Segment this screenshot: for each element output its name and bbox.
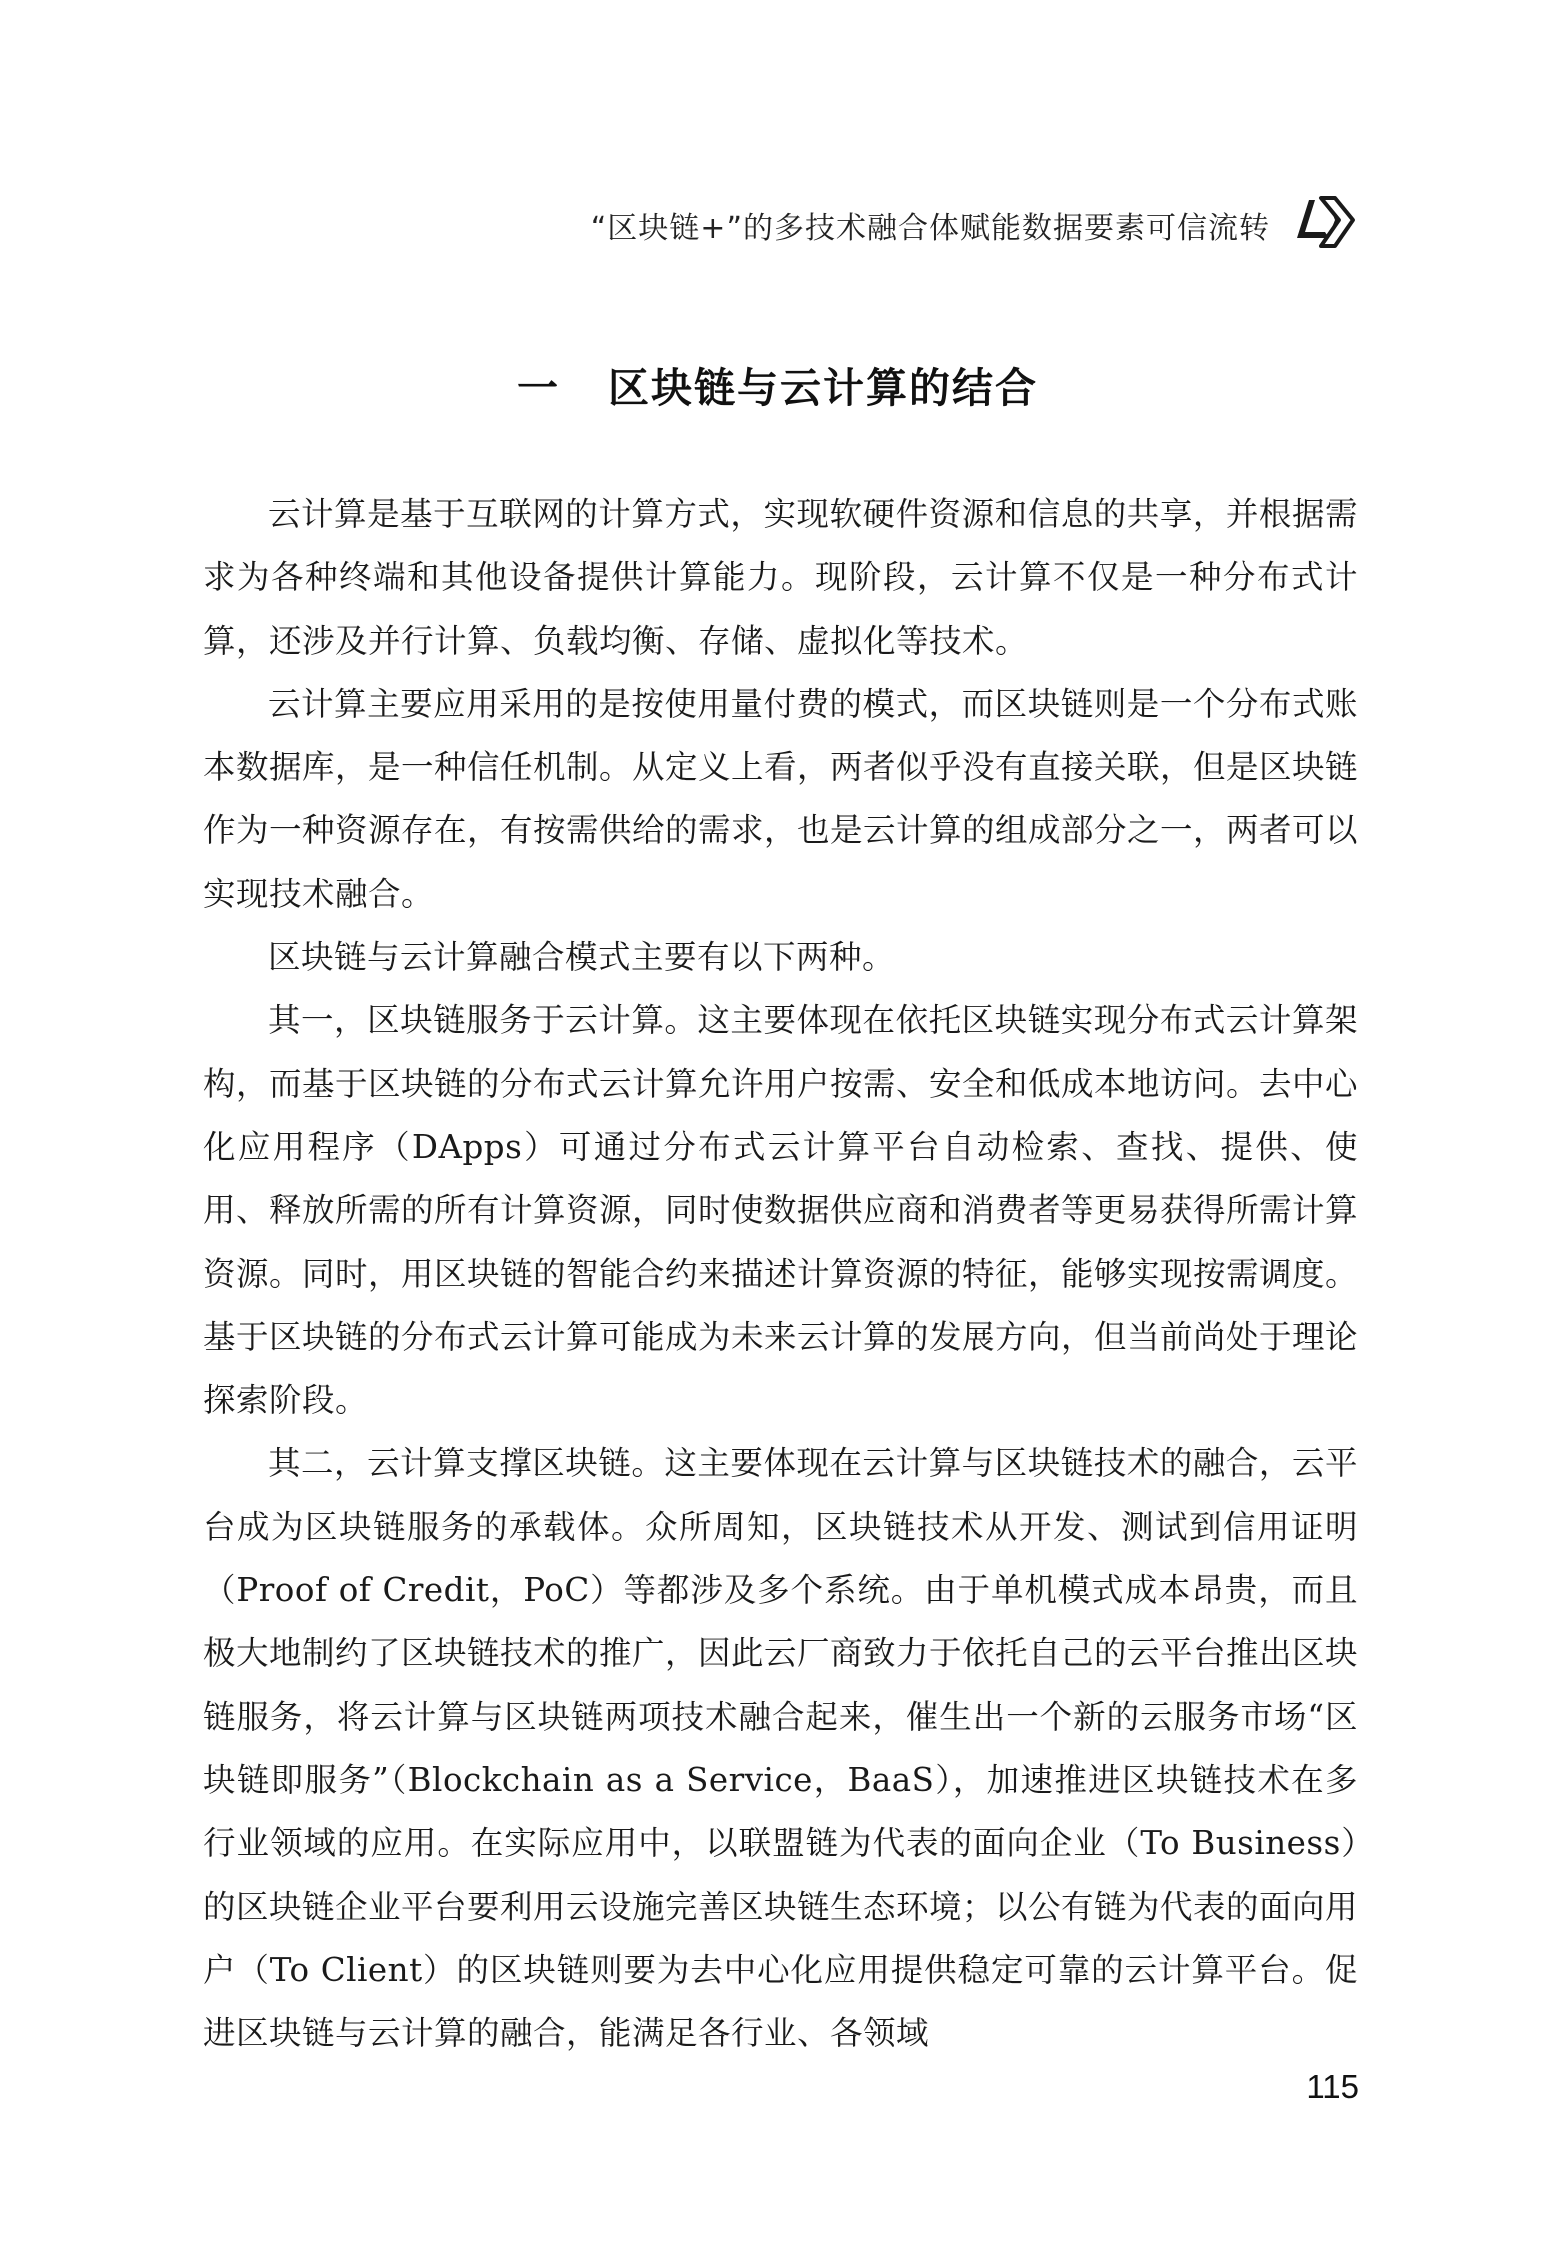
paragraph: 其一，区块链服务于云计算。这主要体现在依托区块链实现分布式云计算架构，而基于区块链的分布式云计算允许用户按需、安全和低成本地访问。去中心化应用程序（DApps）可通过分布式云计算平台自动检索、查找、提供、使用、释放所需的所有计算资源，同时使数据供应商和消费者等更易获得所需计算资源。同时，用区块链的智能合约来描述计算资源的特征，能够实现按需调度。基于区块链的分布式云计算可能成为未来云计算的发展方向，但当前尚处于理论探索阶段。 <box>203 1001 1359 1420</box>
paragraph: 云计算主要应用采用的是按使用量付费的模式，而区块链则是一个分布式账本数据库，是一种信任机制。从定义上看，两者似乎没有直接关联，但是区块链作为一种资源存在，有按需供给的需求，也是云计算的组成部分之一，两者可以实现技术融合。 <box>203 684 1359 913</box>
page-number: 115 <box>1306 2068 1359 2105</box>
body-text <box>203 483 1358 2065</box>
section-title: 区块链与云计算的结合 <box>608 364 1038 412</box>
section-number: 一 <box>517 364 560 412</box>
section-heading <box>0 355 1555 414</box>
paragraph: 云计算是基于互联网的计算方式，实现软硬件资源和信息的共享，并根据需求为各种终端和其他设备提供计算能力。现阶段，云计算不仅是一种分布式计算，还涉及并行计算、负载均衡、存储、虚拟化等技术。 <box>203 495 1358 660</box>
paragraph: 其二，云计算支撑区块链。这主要体现在云计算与区块链技术的融合，云平台成为区块链服务的承载体。众所周知，区块链技术从开发、测试到信用证明（Proof of Credit，PoC）等都涉及多个系统。由于单机模式成本昂贵，而且极大地制约了区块链技术的推广，因此云厂商致力于依托自己的云平台推出区块链服务，将云计算与区块链两项技术融合起来，催生出一个新的云服务市场“区块链即服务”（Blockchain as a Service，BaaS），加速推进区块链技术在多行业领域的应用。在实际应用中，以联盟链为代表的面向企业（To Business）的区块链企业平台要利用云设施完善区块链生态环境；以公有链为代表的面向用户（To Client）的区块链则要为去中心化应用提供稳定可靠的云计算平台。促进区块链与云计算的融合，能满足各行业、各领域 <box>203 1444 1359 2053</box>
paragraph: 区块链与云计算融合模式主要有以下两种。 <box>268 938 896 977</box>
running-header: “区块链+”的多技术融合体赋能数据要素可信流转 <box>590 211 1270 246</box>
chapter-logo-icon <box>1295 190 1363 250</box>
